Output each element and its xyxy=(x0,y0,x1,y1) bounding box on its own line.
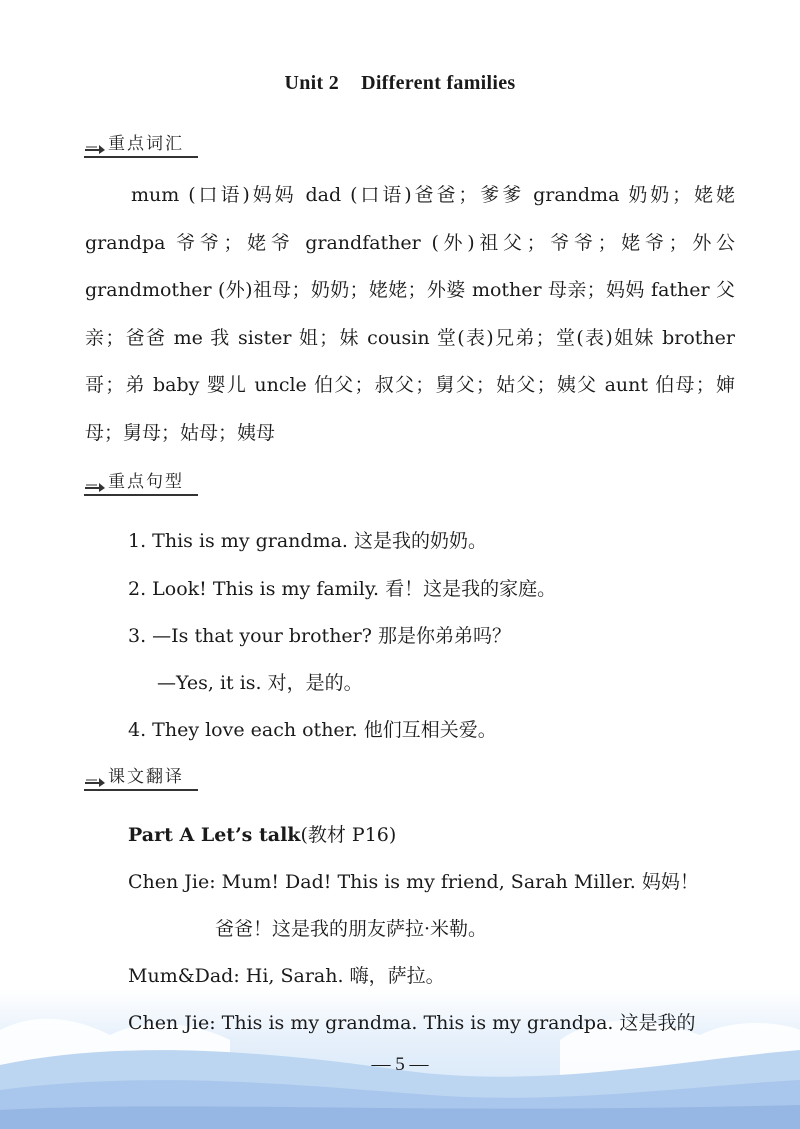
sentence-4: 4. They love each other. 他们互相关爱。 xyxy=(128,719,497,741)
arrow-icon xyxy=(84,769,106,787)
section-heading-text: 课文翻译 xyxy=(108,767,184,787)
section-heading-vocab xyxy=(84,132,188,158)
dialogue-line-3: Chen Jie: This is my grandma. This is my grandpa. 这是我的 xyxy=(128,1012,696,1034)
section-heading-text: 重点词汇 xyxy=(108,134,184,154)
section-heading-sentences xyxy=(84,470,188,496)
section-heading-text: 重点句型 xyxy=(108,472,184,492)
sentence-3-question: 3. —Is that your brother? 那是你弟弟吗？ xyxy=(128,625,511,647)
heading-underline xyxy=(84,789,198,791)
vocab-text: mum (口语)妈妈 dad (口语)爸爸；爹爹 grandma 奶奶；姥姥 grandpa 爷爷；姥爷 grandfather (外)祖父；爷爷；姥爷；外公 grandmother (外)祖母；奶奶；姥姥；外婆 mother 母亲；妈妈 father 父亲；爸爸 me 我 sister 姐；妹 cousin 堂(表)兄弟；堂(表)姐妹 brother 哥；弟 baby 婴儿 uncle 伯父；叔父；舅父；姑父；姨父 aunt 伯母；婶母；舅母；姑母；姨母 xyxy=(85,184,735,444)
part-heading xyxy=(128,820,396,847)
section-heading-translation xyxy=(84,765,188,791)
part-label: Part A Let’s talk xyxy=(128,824,301,846)
vocab-paragraph xyxy=(85,172,735,457)
heading-underline xyxy=(84,156,198,158)
part-source: (教材 P16) xyxy=(300,824,397,846)
unit-label: Unit 2 xyxy=(284,72,340,94)
dialogue-line-1-cont: 爸爸！这是我的朋友萨拉·米勒。 xyxy=(215,918,488,940)
unit-name: Different families xyxy=(361,72,516,94)
dialogue-line-2: Mum&Dad: Hi, Sarah. 嗨，萨拉。 xyxy=(128,965,445,987)
heading-underline xyxy=(84,494,198,496)
sentence-3-answer: —Yes, it is. 对，是的。 xyxy=(157,672,363,694)
page-title xyxy=(0,72,800,95)
arrow-icon xyxy=(84,474,106,492)
dialogue-line-1: Chen Jie: Mum! Dad! This is my friend, Sarah Miller. 妈妈！ xyxy=(128,871,699,893)
page-number: — 5 — xyxy=(371,1054,429,1075)
sentence-1: 1. This is my grandma. 这是我的奶奶。 xyxy=(128,530,487,552)
sentence-2: 2. Look! This is my family. 看！这是我的家庭。 xyxy=(128,578,557,600)
arrow-icon xyxy=(84,136,106,154)
